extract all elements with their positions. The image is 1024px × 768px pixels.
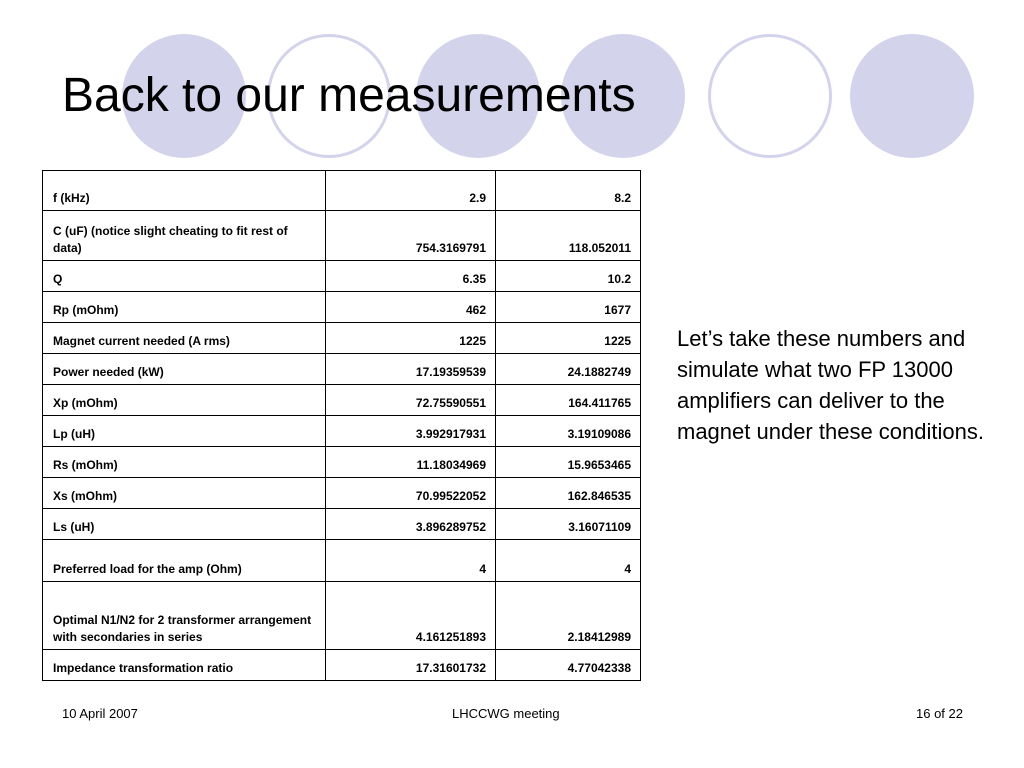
value-2-9khz: 754.3169791 (326, 211, 496, 261)
value-2-9khz: 3.992917931 (326, 416, 496, 447)
table-row (43, 582, 641, 650)
value-2-9khz: 6.35 (326, 261, 496, 292)
row-label: Xp (mOhm) (43, 385, 326, 416)
row-label: Preferred load for the amp (Ohm) (43, 540, 326, 582)
row-label: f (kHz) (43, 171, 326, 211)
value-8-2khz: 15.9653465 (496, 447, 641, 478)
table-row (43, 447, 641, 478)
value-2-9khz: 72.75590551 (326, 385, 496, 416)
table-row (43, 292, 641, 323)
table-row (43, 650, 641, 681)
row-label: Impedance transformation ratio (43, 650, 326, 681)
value-8-2khz: 1677 (496, 292, 641, 323)
table-row (43, 509, 641, 540)
value-2-9khz: 70.99522052 (326, 478, 496, 509)
value-8-2khz: 3.16071109 (496, 509, 641, 540)
table-row (43, 261, 641, 292)
row-label: Ls (uH) (43, 509, 326, 540)
slide-title: Back to our measurements (62, 69, 636, 122)
table-row (43, 323, 641, 354)
value-2-9khz: 17.31601732 (326, 650, 496, 681)
value-8-2khz: 164.411765 (496, 385, 641, 416)
circle-decoration (850, 34, 974, 158)
row-label: C (uF) (notice slight cheating to fit rest of data) (43, 211, 326, 261)
value-2-9khz: 1225 (326, 323, 496, 354)
value-2-9khz: 462 (326, 292, 496, 323)
value-8-2khz: 24.1882749 (496, 354, 641, 385)
value-8-2khz: 4.77042338 (496, 650, 641, 681)
footer-page-number: 16 of 22 (916, 706, 963, 721)
row-label: Power needed (kW) (43, 354, 326, 385)
row-label: Optimal N1/N2 for 2 transformer arrangement with secondaries in series (43, 582, 326, 650)
value-8-2khz: 118.052011 (496, 211, 641, 261)
table-row (43, 416, 641, 447)
value-2-9khz: 3.896289752 (326, 509, 496, 540)
value-8-2khz: 2.18412989 (496, 582, 641, 650)
value-2-9khz: 2.9 (326, 171, 496, 211)
table-row (43, 540, 641, 582)
table-row (43, 385, 641, 416)
table-row (43, 478, 641, 509)
value-8-2khz: 162.846535 (496, 478, 641, 509)
value-2-9khz: 4 (326, 540, 496, 582)
measurements-table (42, 170, 641, 681)
value-8-2khz: 1225 (496, 323, 641, 354)
row-label: Rp (mOhm) (43, 292, 326, 323)
table-row (43, 354, 641, 385)
table-row (43, 171, 641, 211)
value-8-2khz: 3.19109086 (496, 416, 641, 447)
row-label: Q (43, 261, 326, 292)
value-2-9khz: 4.161251893 (326, 582, 496, 650)
footer-meeting: LHCCWG meeting (452, 706, 560, 721)
value-8-2khz: 8.2 (496, 171, 641, 211)
value-2-9khz: 11.18034969 (326, 447, 496, 478)
value-8-2khz: 4 (496, 540, 641, 582)
side-note: Let’s take these numbers and simulate what two FP 13000 amplifiers can deliver to the magnet under these conditions. (677, 326, 984, 444)
table-row (43, 211, 641, 261)
footer-date: 10 April 2007 (62, 706, 138, 721)
row-label: Lp (uH) (43, 416, 326, 447)
row-label: Magnet current needed (A rms) (43, 323, 326, 354)
row-label: Xs (mOhm) (43, 478, 326, 509)
circle-decoration (708, 34, 832, 158)
row-label: Rs (mOhm) (43, 447, 326, 478)
value-2-9khz: 17.19359539 (326, 354, 496, 385)
value-8-2khz: 10.2 (496, 261, 641, 292)
